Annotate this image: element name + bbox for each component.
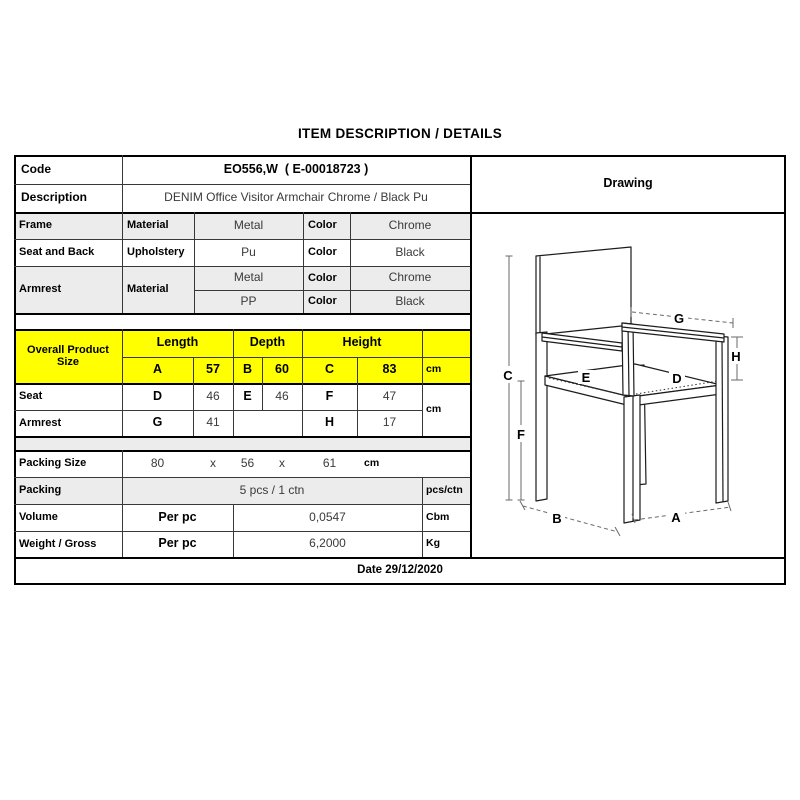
armrest-height-key: H [324,415,335,430]
dim-label-h: H [731,349,741,364]
date-stamp: Date 29/12/2020 [357,563,443,576]
packing-unit: pcs/ctn [426,483,463,496]
dim-label-b: B [552,511,562,526]
seatback-attr: Upholstery [127,246,185,259]
armrest-color-label-2: Color [308,295,337,308]
seat-depth-key: E [243,388,252,403]
rule [357,357,358,436]
rule [14,557,786,559]
seat-depth-value: 46 [275,388,289,403]
description-value: DENIM Office Visitor Armchair Chrome / Black Pu [164,190,428,205]
packing-size-v2: 56 [240,455,255,470]
rule [194,212,195,313]
rule [14,266,470,267]
seat-height-value: 47 [382,388,397,403]
col-length: Length [156,335,199,350]
seat-height-key: F [325,388,334,403]
armrest-dims-label: Armrest [19,416,62,429]
seatback-material: Pu [241,244,256,259]
seatback-label: Seat and Back [19,246,95,259]
overall-depth-value: 60 [275,362,289,377]
seat-dims-label: Seat [19,390,43,403]
frame-attr: Material [127,219,169,232]
rule [194,290,470,291]
dim-label-d: D [672,371,682,386]
overall-depth-key: B [242,362,253,377]
rule [14,239,470,240]
packing-value: 5 pcs / 1 ctn [239,482,305,497]
table-border-right [784,155,786,585]
overall-size-label: Overall Product Size [27,343,109,368]
rule [350,212,351,313]
armrest-length-value: 41 [206,415,220,430]
armrest-color-2: Black [395,293,425,308]
overall-length-value: 57 [206,362,220,377]
rule [14,450,470,452]
shaded-spacer-row [14,436,470,450]
dim-label-e: E [581,370,591,385]
volume-label: Volume [19,511,58,524]
rule [14,504,470,505]
armrest-color-1: Chrome [388,270,432,285]
rule [122,155,123,313]
overall-unit: cm [426,363,442,376]
rule [193,357,194,436]
rule [14,410,422,411]
volume-value: 0,0547 [309,509,346,524]
rule [14,436,470,438]
table-border-left [14,155,16,585]
rule [14,531,470,532]
volume-unit: Cbm [426,510,450,523]
seat-length-key: D [152,388,163,403]
dim-label-g: G [673,311,685,326]
rule [14,313,470,315]
chair-drawing [470,212,786,557]
seat-length-value: 46 [206,388,220,403]
col-depth: Depth [249,335,286,350]
weight-label: Weight / Gross [19,537,97,550]
description-label: Description [21,190,88,205]
dim-label-a: A [671,510,681,525]
rule [122,329,123,436]
frame-label: Frame [19,219,53,232]
packing-size-v3: 61 [322,455,337,470]
table-border-top [14,155,786,157]
seatback-color: Black [395,244,425,259]
packing-size-unit: cm [364,456,380,469]
weight-value: 6,2000 [309,536,346,551]
frame-color-label: Color [308,219,337,232]
rule [470,155,472,557]
rule [422,329,423,436]
overall-height-key: C [324,362,335,377]
rule [422,477,423,557]
rule [14,329,470,331]
rule [233,329,234,436]
armrest-material-1: Metal [233,270,264,285]
rule [122,357,470,358]
frame-color: Chrome [388,217,432,232]
armrest-material-2: PP [240,293,257,308]
rule [14,383,470,385]
rule [233,504,234,557]
seatback-color-label: Color [308,246,337,259]
volume-per-pc: Per pc [158,509,197,524]
rule [262,357,263,410]
drawing-title: Drawing [603,175,653,190]
packing-size-x2: x [279,455,285,470]
packing-size-v1: 80 [150,455,165,470]
armrest-color-label-1: Color [308,271,337,284]
code-label: Code [21,161,51,176]
weight-unit: Kg [426,537,440,550]
rule [302,329,303,436]
rule [14,212,786,214]
packing-size-x1: x [210,455,216,470]
seat-armrest-unit: cm [426,402,442,415]
armrest-label: Armrest [19,283,62,296]
dim-label-f: F [517,427,525,442]
overall-height-value: 83 [382,362,397,377]
rule [303,212,304,313]
weight-per-pc: Per pc [158,536,197,551]
rule [14,184,470,185]
chair-outline [536,247,728,523]
packing-size-label: Packing Size [19,457,87,470]
overall-length-key: A [152,362,163,377]
armrest-attr: Material [127,283,169,296]
armrest-height-value: 17 [382,415,397,430]
rule [122,450,123,557]
armrest-length-key: G [152,415,163,430]
table-border-bottom [14,583,786,585]
rule [14,477,470,478]
code-value: EO556,W ( E-00018723 ) [223,161,369,176]
page-title: ITEM DESCRIPTION / DETAILS [297,126,503,141]
packing-label: Packing [19,484,62,497]
col-height: Height [342,335,382,350]
frame-material: Metal [233,217,264,232]
dim-label-c: C [503,368,513,383]
